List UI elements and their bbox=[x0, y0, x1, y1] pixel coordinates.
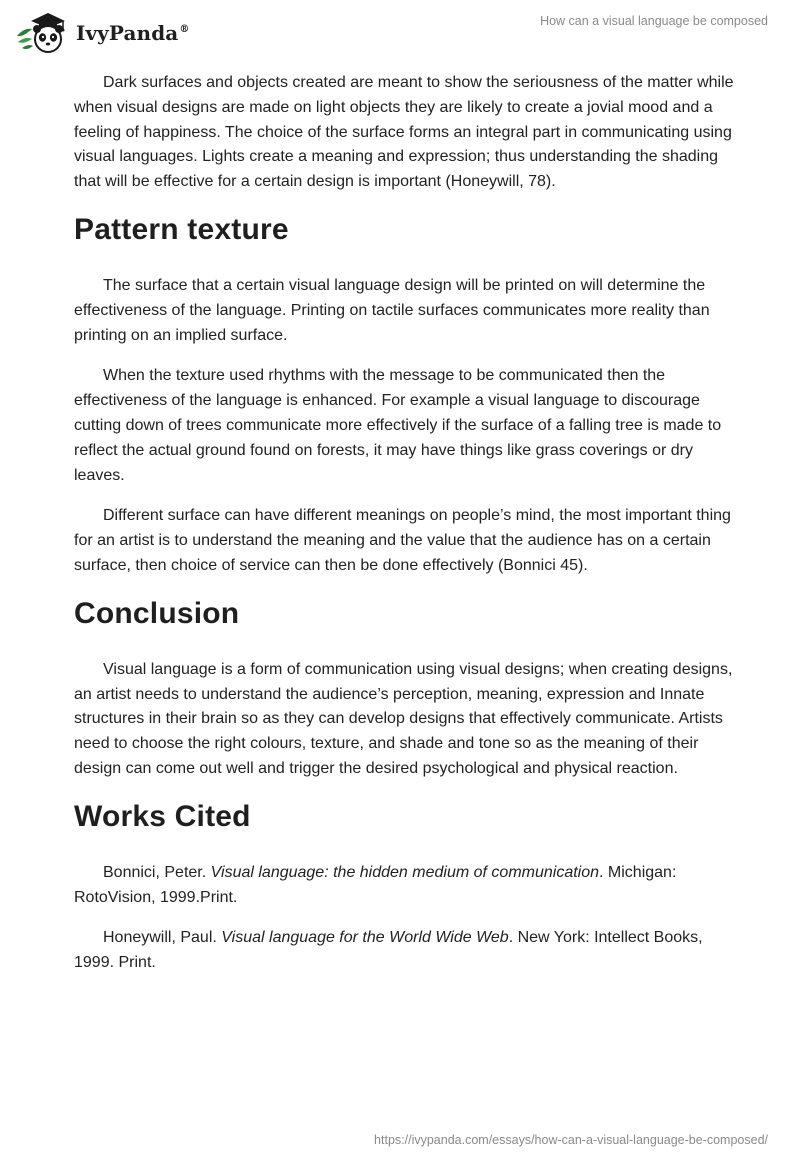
essay-content bbox=[74, 71, 734, 992]
citation-title: Visual language: the hidden medium of communication bbox=[210, 863, 600, 881]
intro-paragraph: Dark surfaces and objects created are meant to show the seriousness of the matter while when visual designs are made on light objects they are likely to create a jovial mood and a feeling of happiness. The choice of the surface forms an integral part in communicating using visual languages. Lights create a meaning and expression; thus understanding the shading that will be effective for a certain design is important (Honeywill, 78). bbox=[74, 74, 734, 191]
pattern-texture-paragraph-2: When the texture used rhythms with the message to be communicated then the effectiveness of the language is enhanced. For example a visual language to discourage cutting down of trees communicate more effectively if the surface of a falling tree is made to reflect the actual ground found on forests, it may have things like grass coverings or dry leaves. bbox=[74, 367, 722, 484]
ivypanda-logo[interactable] bbox=[14, 9, 189, 55]
panda-graduation-cap-icon bbox=[14, 9, 72, 55]
logo-text: IvyPanda bbox=[76, 21, 179, 45]
heading-pattern-texture: Pattern texture bbox=[74, 212, 289, 246]
pattern-texture-paragraph-1: The surface that a certain visual language design will be printed on will determine the effectiveness of the language. Printing on tactile surfaces communicates more reality than printing on an implied surface. bbox=[74, 276, 710, 344]
registered-mark: ® bbox=[179, 24, 190, 36]
citation-publication: . Michigan: RotoVision, 1999.Print. bbox=[74, 863, 677, 906]
citation-author: Honeywill, Paul. bbox=[103, 929, 222, 947]
logo-wordmark bbox=[76, 21, 189, 45]
document-title: How can a visual language be composed bbox=[540, 14, 768, 28]
citation-author: Bonnici, Peter. bbox=[103, 863, 211, 881]
conclusion-paragraph: Visual language is a form of communication using visual designs; when creating designs, an artist needs to understand the audience’s perception, meaning, expression and Innate structures in their brain so as they can develop designs that effectively communicate. Artists need to choose the right colours, texture, and shade and tone so as the meaning of their design can come out well and trigger the desired psychological and physical reaction. bbox=[74, 660, 733, 777]
pattern-texture-paragraph-3: Different surface can have different meanings on people’s mind, the most important thing for an artist is to understand the meaning and the value that the audience has on a certain surface, then choice of service can then be done effectively (Bonnici 45). bbox=[74, 507, 731, 574]
heading-works-cited: Works Cited bbox=[74, 799, 251, 833]
footer-url[interactable]: https://ivypanda.com/essays/how-can-a-visual-language-be-composed/ bbox=[374, 1133, 768, 1147]
heading-conclusion: Conclusion bbox=[74, 596, 240, 630]
page-header bbox=[0, 0, 800, 60]
citation-title: Visual language for the World Wide Web bbox=[221, 929, 509, 947]
citation-honeywill bbox=[74, 926, 734, 976]
citation-bonnici bbox=[74, 861, 734, 911]
citation-publication: . New York: Intellect Books, 1999. Print. bbox=[74, 929, 703, 972]
